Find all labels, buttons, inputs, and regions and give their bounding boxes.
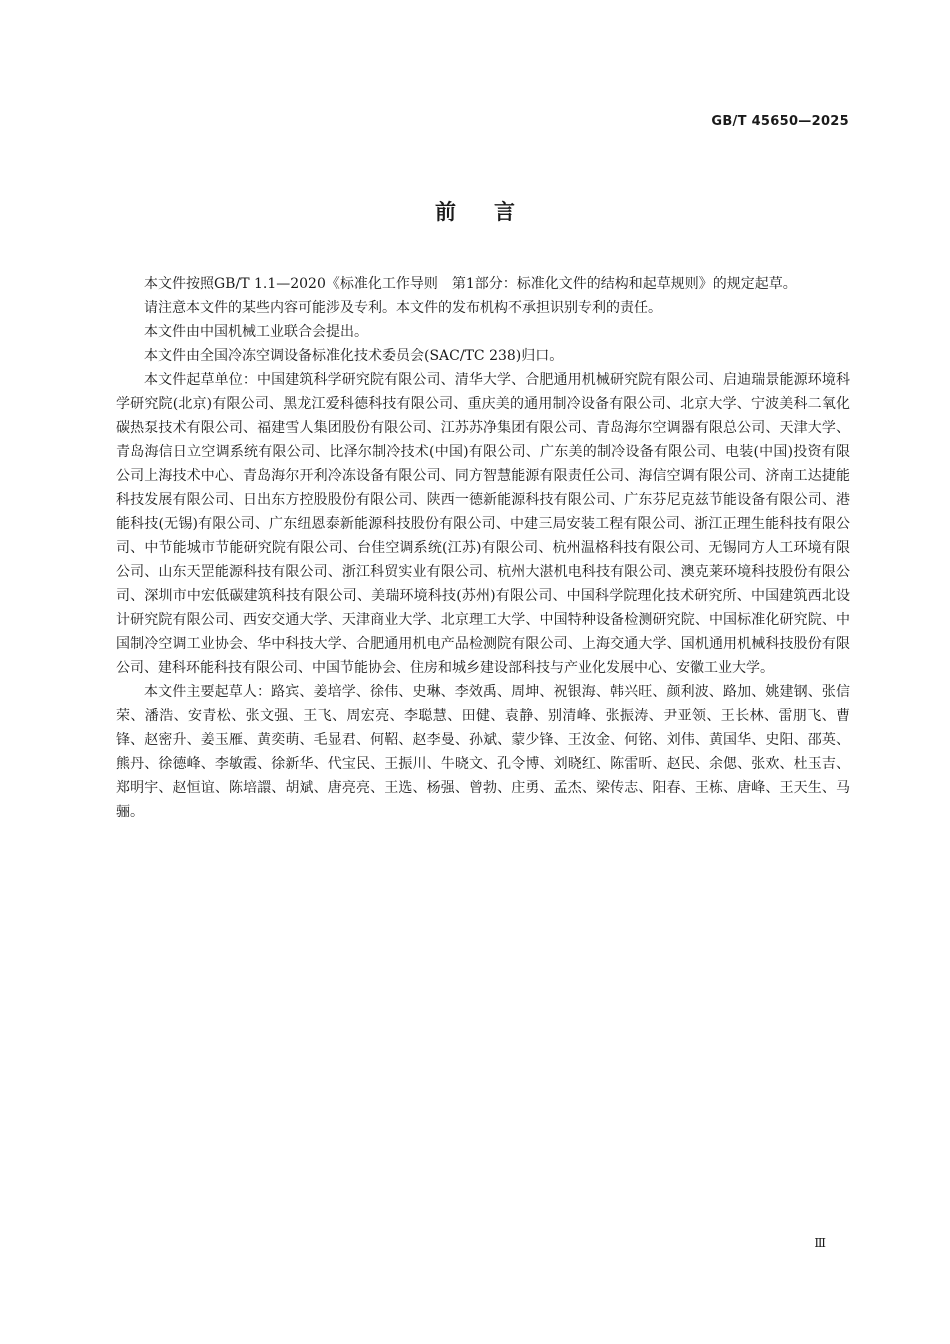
paragraph-patent-notice: 请注意本文件的某些内容可能涉及专利。本文件的发布机构不承担识别专利的责任。	[144, 300, 662, 316]
standard-number: GB/T 45650—2025	[711, 114, 849, 129]
paragraph-drafters: 本文件主要起草人：路宾、姜培学、徐伟、史琳、李效禹、周坤、祝银海、韩兴旺、颜利波、路加、姚建钢、张信荣、潘浩、安青松、张文强、王飞、周宏亮、李聪慧、田健、袁静、别清峰、张振涛、尹亚领、王长林、雷朋飞、曹锋、赵密升、姜玉雁、黄奕萌、毛显君、何鞀、赵李曼、孙斌、蒙少锋、王汝金、何铭、刘伟、黄国华、史阳、邵英、熊丹、徐德峰、李敏霞、徐新华、代宝民、王振川、牛晓文、孔令博、刘晓红、陈雷昕、赵民、余偲、张欢、杜玉吉、郑明宇、赵恒谊、陈培譞、胡斌、唐亮亮、王选、杨强、曾勃、庄勇、孟杰、梁传志、阳春、王栋、唐峰、王天生、马骊。	[116, 684, 850, 820]
paragraph-proposer: 本文件由中国机械工业联合会提出。	[144, 324, 368, 340]
page-number: Ⅲ	[814, 1236, 826, 1250]
page-title: 前言	[435, 200, 553, 224]
paragraph-drafting-units: 本文件起草单位：中国建筑科学研究院有限公司、清华大学、合肥通用机械研究院有限公司、启迪瑞景能源环境科学研究院(北京)有限公司、黑龙江爱科德科技有限公司、重庆美的通用制冷设备有限公司、北京大学、宁波美科二氧化碳热泵技术有限公司、福建雪人集团股份有限公司、江苏苏净集团有限公司、青岛海尔空调器有限总公司、天津大学、青岛海信日立空调系统有限公司、比泽尔制冷技术(中国)有限公司、广东美的制冷设备有限公司、电装(中国)投资有限公司上海技术中心、青岛海尔开利冷冻设备有限公司、同方智慧能源有限责任公司、海信空调有限公司、济南工达捷能科技发展有限公司、日出东方控股股份有限公司、陕西一德新能源科技有限公司、广东芬尼克兹节能设备有限公司、港能科技(无锡)有限公司、广东纽恩泰新能源科技股份有限公司、中建三局安装工程有限公司、浙江正理生能科技有限公司、中节能城市节能研究院有限公司、台佳空调系统(江苏)有限公司、杭州温格科技有限公司、无锡同方人工环境有限公司、山东天罡能源科技有限公司、浙江科贸实业有限公司、杭州大湛机电科技有限公司、澳克莱环境科技股份有限公司、深圳市中宏低碳建筑科技有限公司、美瑞环境科技(苏州)有限公司、中国科学院理化技术研究所、中国建筑西北设计研究院有限公司、西安交通大学、天津商业大学、北京理工大学、中国特种设备检测研究院、中国标准化研究院、中国制冷空调工业协会、华中科技大学、合肥通用机电产品检测院有限公司、上海交通大学、国机通用机械科技股份有限公司、建科环能科技有限公司、中国节能协会、住房和城乡建设部科技与产业化发展中心、安徽工业大学。	[116, 372, 850, 676]
paragraph-drafting-rules: 本文件按照GB/T 1.1—2020《标准化工作导则 第1部分：标准化文件的结构和起草规则》的规定起草。	[144, 276, 797, 292]
foreword-body	[116, 272, 850, 824]
paragraph-committee: 本文件由全国冷冻空调设备标准化技术委员会(SAC/TC 238)归口。	[144, 348, 564, 364]
